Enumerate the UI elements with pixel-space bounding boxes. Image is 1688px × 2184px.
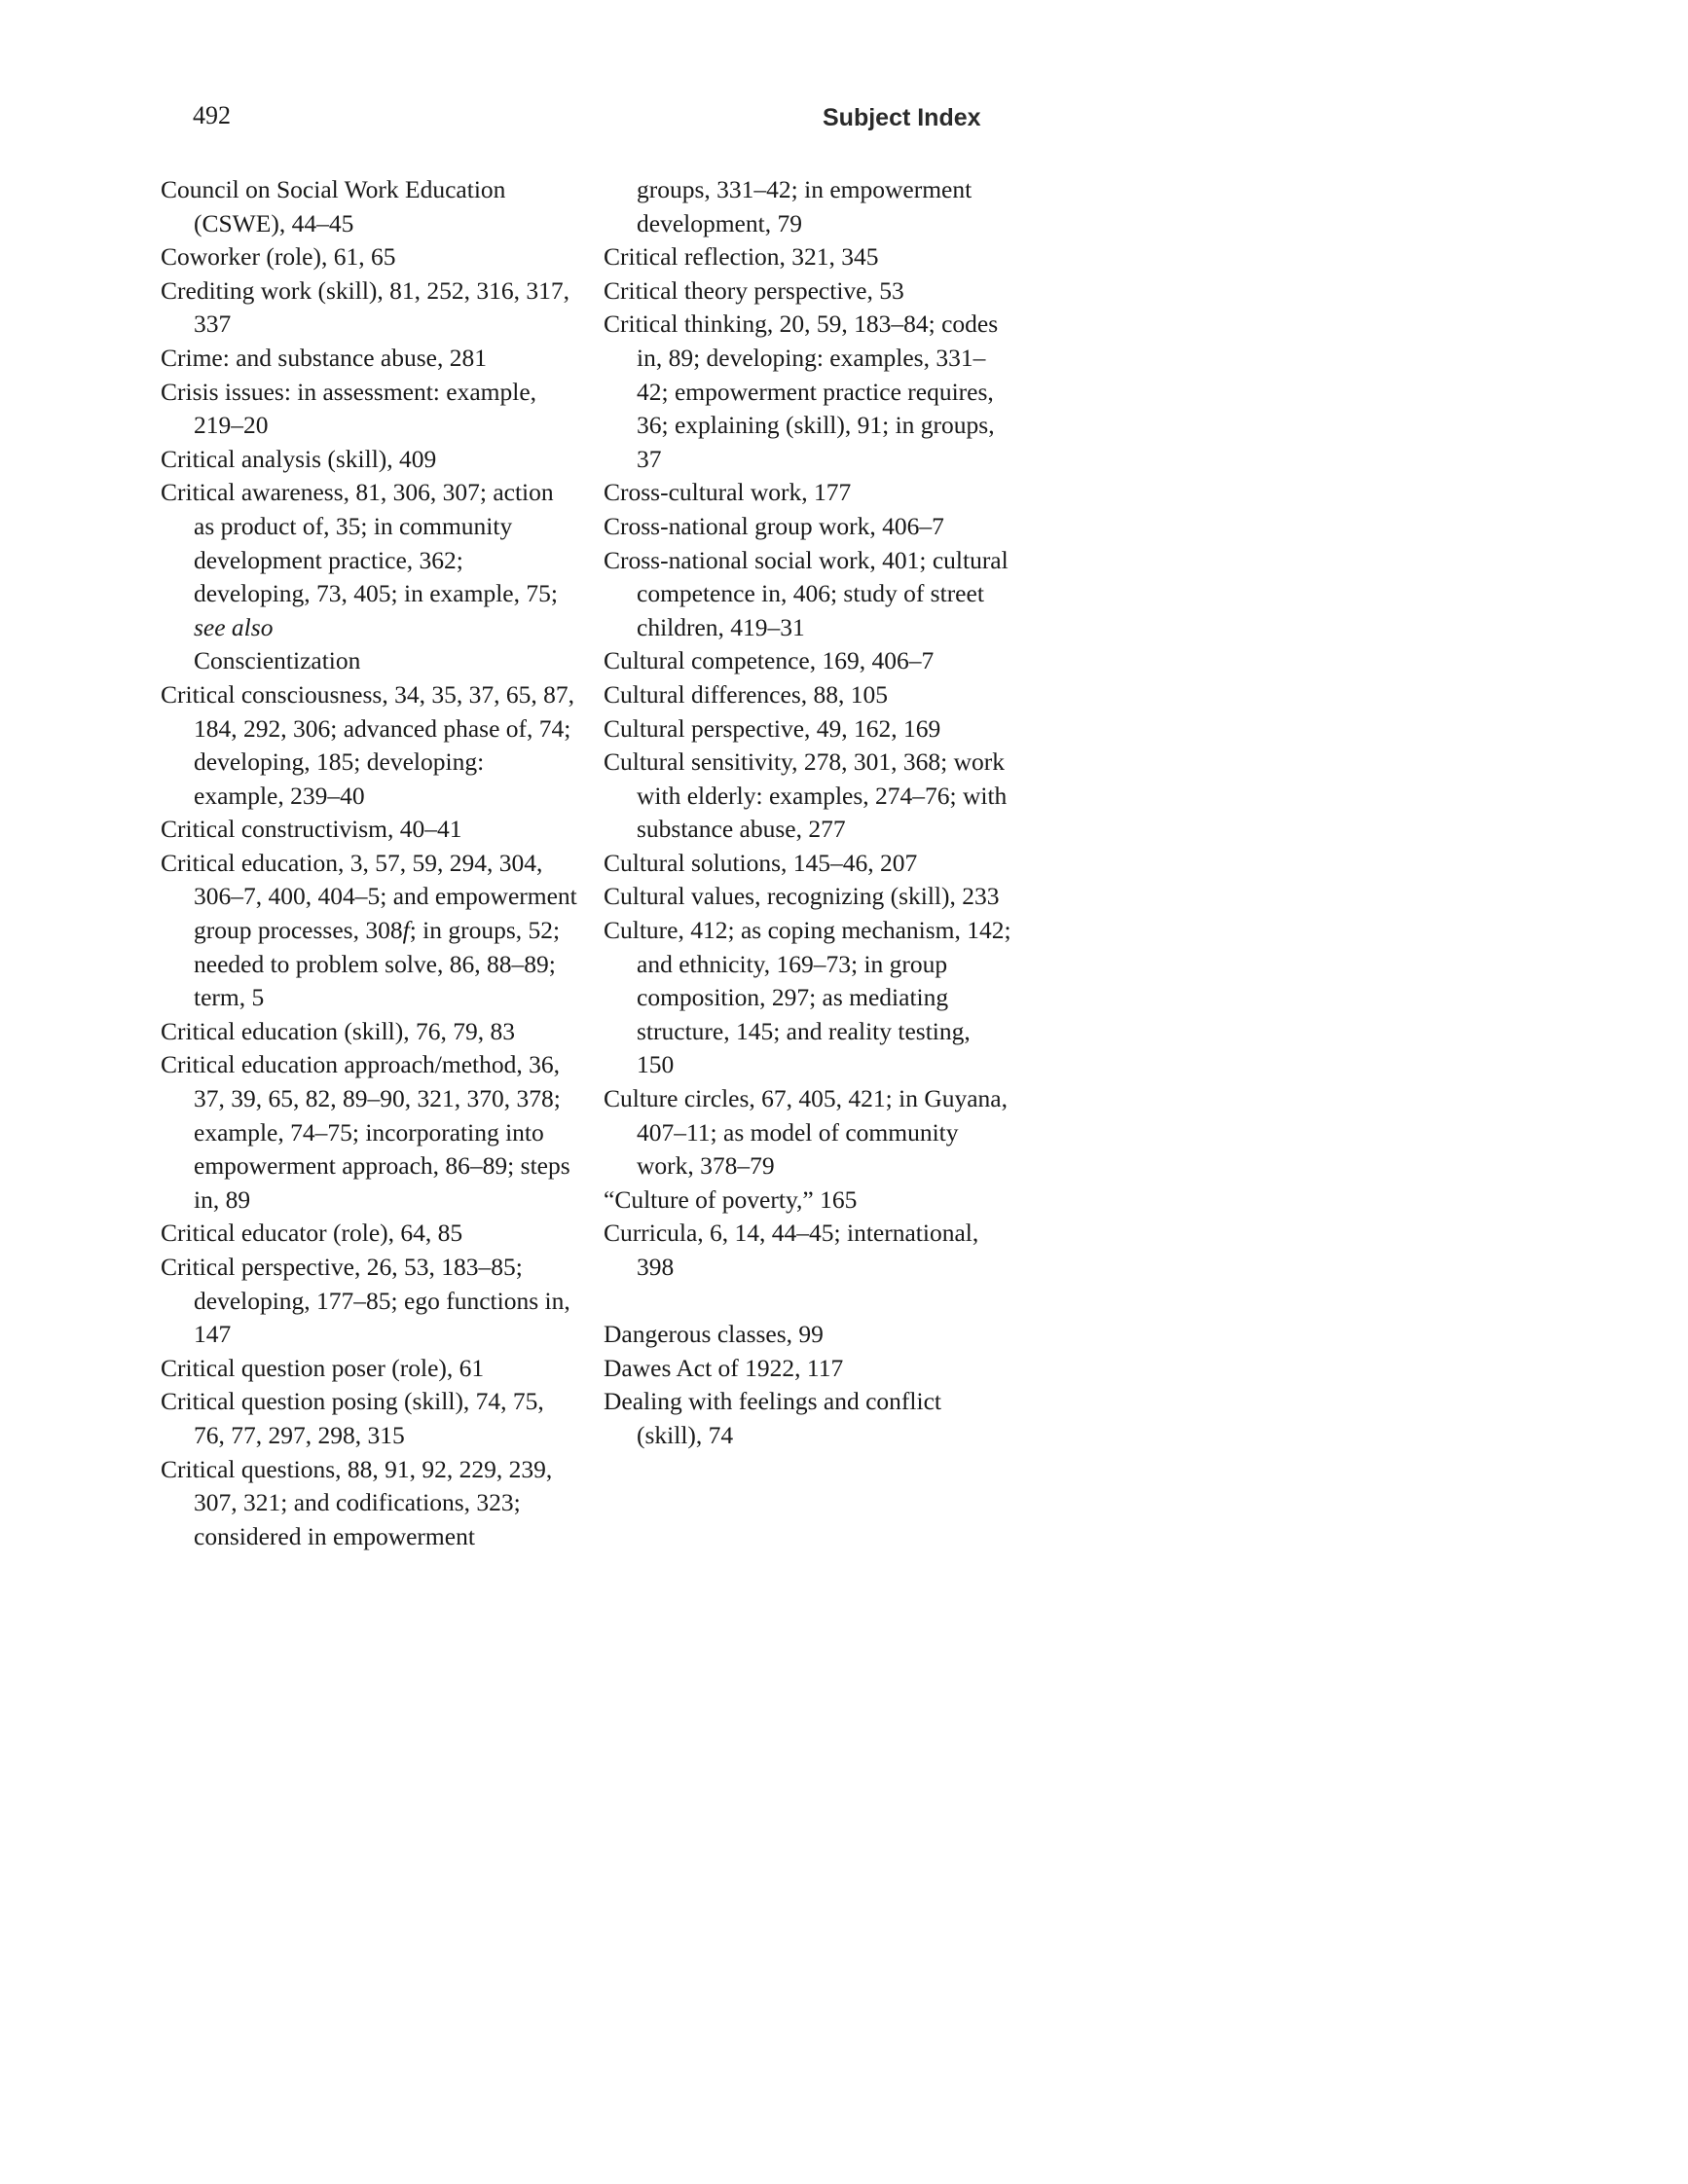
page-number: 492 [193, 101, 231, 129]
index-entry: Cultural sensitivity, 278, 301, 368; work with elderly: examples, 274–76; with substance abuse, 277 [604, 747, 1008, 844]
index-entry: Critical thinking, 20, 59, 183–84; codes in, 89; developing: examples, 331–42; empowerment practice requires, 36; explaining (skill), 91; in groups, 37 [604, 309, 999, 473]
index-entry: Critical educator (role), 64, 85 [161, 1219, 463, 1248]
index-entry: Critical education approach/method, 36, 37, 39, 65, 82, 89–90, 321, 370, 378; example, 74–75; incorporating into empowerment approach, 86–89; steps in, 89 [161, 1050, 570, 1214]
index-entry: Critical constructivism, 40–41 [161, 815, 462, 844]
index-entry: Cultural solutions, 145–46, 207 [604, 848, 918, 877]
index-entry: Critical education (skill), 76, 79, 83 [161, 1016, 516, 1045]
index-entry: Critical analysis (skill), 409 [161, 444, 437, 473]
see-also-label: see also [194, 612, 274, 641]
index-entry: Critical reflection, 321, 345 [604, 242, 879, 272]
index-entry: “Culture of poverty,” 165 [604, 1184, 858, 1214]
index-entry: Critical question posing (skill), 74, 75, 76, 77, 297, 298, 315 [161, 1387, 544, 1449]
letter-section-gap [604, 1285, 1012, 1319]
index-entry: Crediting work (skill), 81, 252, 316, 317, 337 [161, 275, 570, 339]
index-entry-tail: ; in groups, 52; needed to problem solve, 86, 88–89; term, 5 [194, 916, 561, 1012]
index-entry: Council on Social Work Education (CSWE), 44–45 [161, 175, 506, 237]
index-entry: Dangerous classes, 99 [604, 1320, 824, 1349]
index-entry: Cultural values, recognizing (skill), 233 [604, 882, 1000, 911]
index-entry: Critical perspective, 26, 53, 183–85; developing, 177–85; ego functions in, 147 [161, 1253, 570, 1349]
index-entry [161, 847, 579, 1015]
index-entry-continued: groups, 331–42; in empowerment development, 79 [637, 175, 972, 237]
index-entry: Cultural differences, 88, 105 [604, 679, 888, 709]
index-entry: Cultural perspective, 49, 162, 169 [604, 713, 941, 743]
index-entry: Critical consciousness, 34, 35, 37, 65, 87, 184, 292, 306; advanced phase of, 74; developing, 185; developing: example, 239–40 [161, 679, 574, 810]
index-entry: Culture, 412; as coping mechanism, 142; and ethnicity, 169–73; in group composition, 297; as mediating structure, 145; and reality testing, 150 [604, 916, 1011, 1079]
index-entry: Critical questions, 88, 91, 92, 229, 239, 307, 321; and codifications, 323; considered in empowerment [161, 1454, 553, 1550]
index-entry: Cross-cultural work, 177 [604, 478, 852, 507]
index-entry: Cross-national social work, 401; cultural competence in, 406; study of street children, 419–31 [604, 545, 1009, 641]
see-also-target: Conscientization [194, 646, 361, 675]
running-title: Subject Index [823, 104, 981, 131]
index-entry: Dealing with feelings and conflict (skill), 74 [604, 1387, 941, 1449]
index-entry: Coworker (role), 61, 65 [161, 242, 396, 272]
index-column-right [604, 173, 1012, 1453]
index-entry: Curricula, 6, 14, 44–45; international, 398 [604, 1219, 979, 1281]
index-entry: Critical theory perspective, 53 [604, 275, 904, 305]
index-entry: Dawes Act of 1922, 117 [604, 1353, 844, 1382]
index-column-left [161, 173, 579, 1553]
index-entry: Crisis issues: in assessment: example, 219–20 [161, 377, 537, 440]
index-entry-text: Critical awareness, 81, 306, 307; action as product of, 35; in community development practice, 362; developing, 73, 405; in example, 75; [161, 478, 558, 608]
index-entry: Cultural competence, 169, 406–7 [604, 646, 935, 675]
index-entry-text: Critical education, 3, 57, 59, 294, 304, 306–7, 400, 404–5; and empowerment group processes, 308 [161, 848, 577, 945]
index-entry: Critical question poser (role), 61 [161, 1353, 485, 1382]
index-entry: Cross-national group work, 406–7 [604, 511, 944, 540]
index-entry: Crime: and substance abuse, 281 [161, 343, 487, 372]
index-entry [161, 476, 579, 678]
index-entry: Culture circles, 67, 405, 421; in Guyana, 407–11; as model of community work, 378–79 [604, 1084, 1008, 1181]
figure-marker: f [402, 916, 410, 945]
